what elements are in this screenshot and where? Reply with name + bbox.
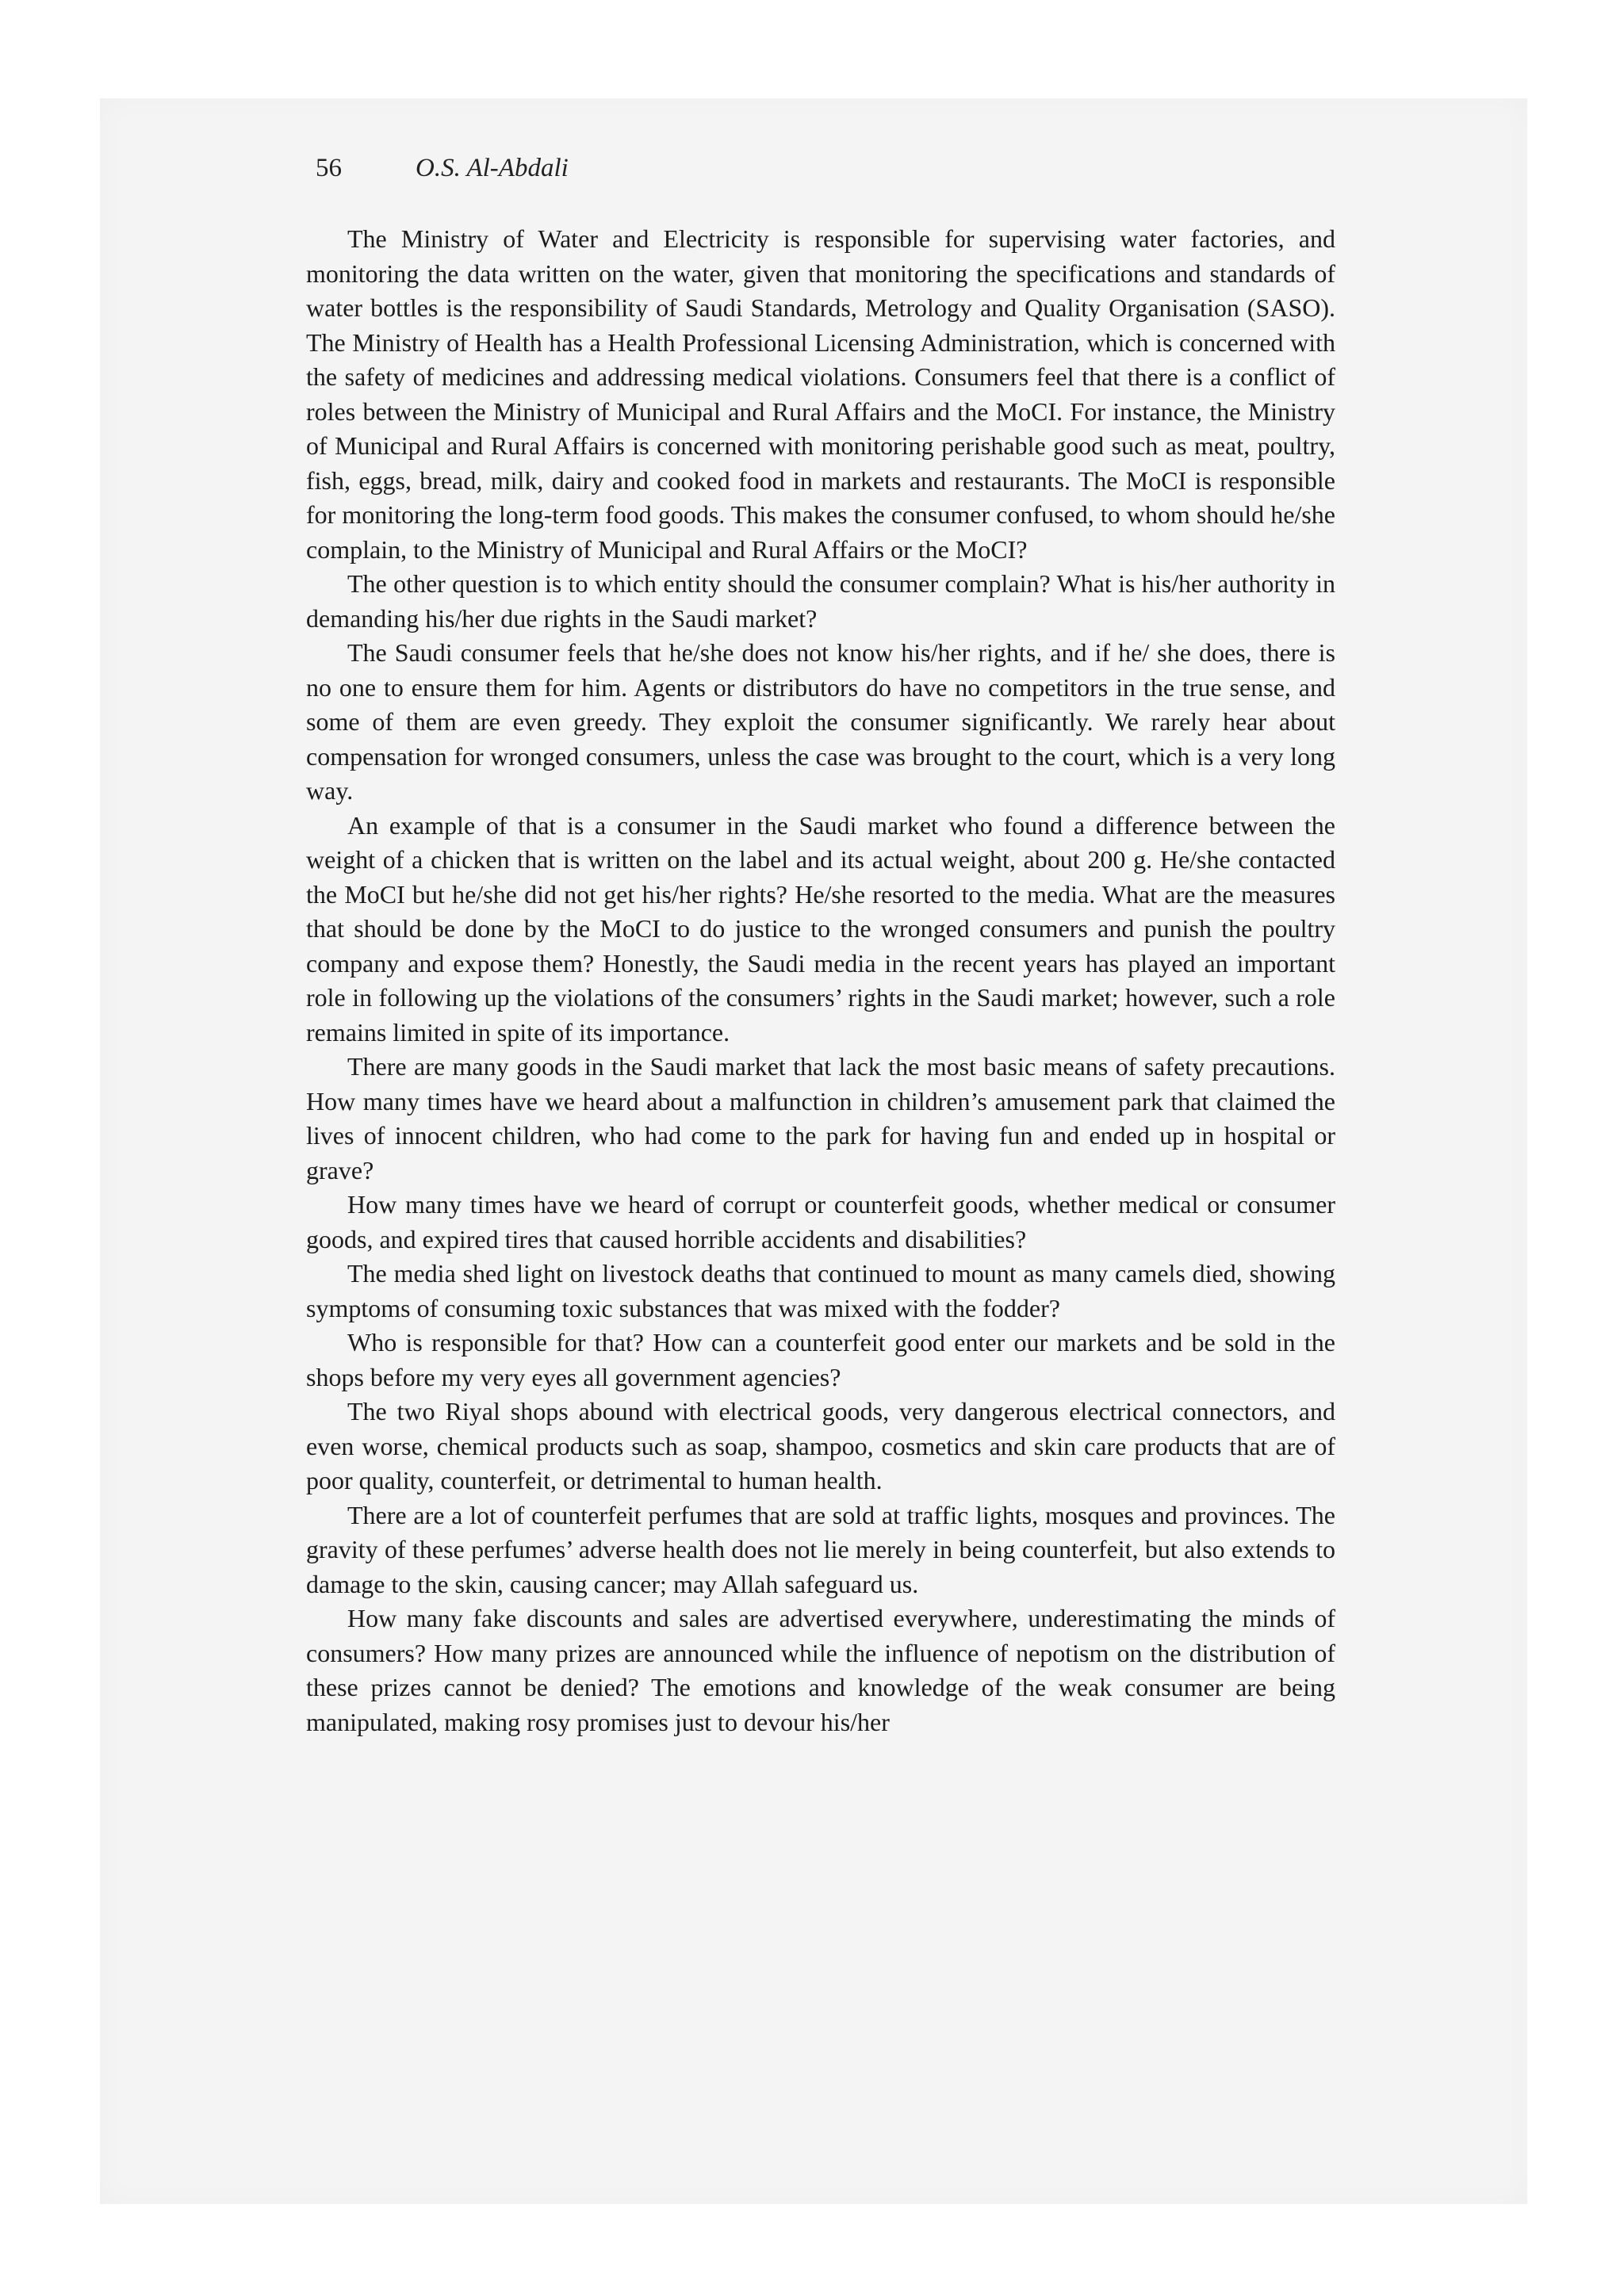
paragraph: The media shed light on livestock deaths that continued to mount as many camels died, showing symptoms of consuming toxic substances that was mixed with the fodder? <box>306 1259 1335 1322</box>
paragraph: The Ministry of Water and Electricity is responsible for supervising water factories, and monitoring the data written on the water, given that monitoring the specifications and standards of water bottles is the responsibility of Saudi Standards, Metrology and Quality Organisation (SASO). The Ministry of Health has a Health Professional Licensing Administration, which is concerned with the safety of medicines and addressing medical violations. Consumers feel that there is a conflict of roles between the Ministry of Municipal and Rural Affairs and the MoCI. For instance, the Ministry of Municipal and Rural Affairs is concerned with monitoring perishable good such as meat, poultry, fish, eggs, bread, milk, dairy and cooked food in markets and restaurants. The MoCI is responsible for monitoring the long-term food goods. This makes the consumer confused, to whom should he/she complain, to the Ministry of Municipal and Rural Affairs or the MoCI? <box>306 224 1335 564</box>
paragraph: An example of that is a consumer in the Saudi market who found a difference between the weight of a chicken that is written on the label and its actual weight, about 200 g. He/she contacted the MoCI but he/she did not get his/her rights? He/she resorted to the media. What are the measures that should be done by the MoCI to do justice to the wronged consumers and punish the poultry company and expose them? Honestly, the Saudi media in the recent years has played an important role in following up the violations of the consumers’ rights in the Saudi market; however, such a role remains limited in spite of its importance. <box>306 810 1335 1047</box>
body-text <box>306 222 1335 1739</box>
paragraph: How many times have we heard of corrupt or counterfeit goods, whether medical or consumer goods, and expired tires that caused horrible accidents and disabilities? <box>306 1190 1335 1253</box>
paragraph: The other question is to which entity should the consumer complain? What is his/her authority in demanding his/her due rights in the Saudi market? <box>306 569 1335 633</box>
paragraph: There are many goods in the Saudi market that lack the most basic means of safety precautions. How many times have we heard about a malfunction in children’s amusement park that claimed the lives of innocent children, who had come to the park for having fun and ended up in hospital or grave? <box>306 1052 1335 1184</box>
paragraph: There are a lot of counterfeit perfumes that are sold at traffic lights, mosques and provinces. The gravity of these perfumes’ adverse health does not lie merely in being counterfeit, but also extends to damage to the skin, causing cancer; may Allah safeguard us. <box>306 1500 1335 1598</box>
paragraph: How many fake discounts and sales are advertised everywhere, underestimating the minds of consumers? How many prizes are announced while the influence of nepotism on the distribution of these prizes cannot be denied? The emotions and knowledge of the weak consumer are being manipulated, making rosy promises just to devour his/her <box>306 1604 1335 1736</box>
paragraph: Who is responsible for that? How can a counterfeit good enter our markets and be sold in the shops before my very eyes all government agencies? <box>306 1328 1335 1391</box>
page-number: 56 <box>316 154 342 182</box>
running-head <box>316 154 569 183</box>
paragraph: The Saudi consumer feels that he/she does not know his/her rights, and if he/ she does, there is no one to ensure them for him. Agents or distributors do have no competitors in the true sense, and some of them are even greedy. They exploit the consumer significantly. We rarely hear about compensation for wronged consumers, unless the case was brought to the court, which is a very long way. <box>306 638 1335 805</box>
paragraph: The two Riyal shops abound with electrical goods, very dangerous electrical connectors, and even worse, chemical products such as soap, shampoo, cosmetics and skin care products that are of poor quality, counterfeit, or detrimental to human health. <box>306 1397 1335 1494</box>
author-name: O.S. Al-Abdali <box>416 154 569 182</box>
